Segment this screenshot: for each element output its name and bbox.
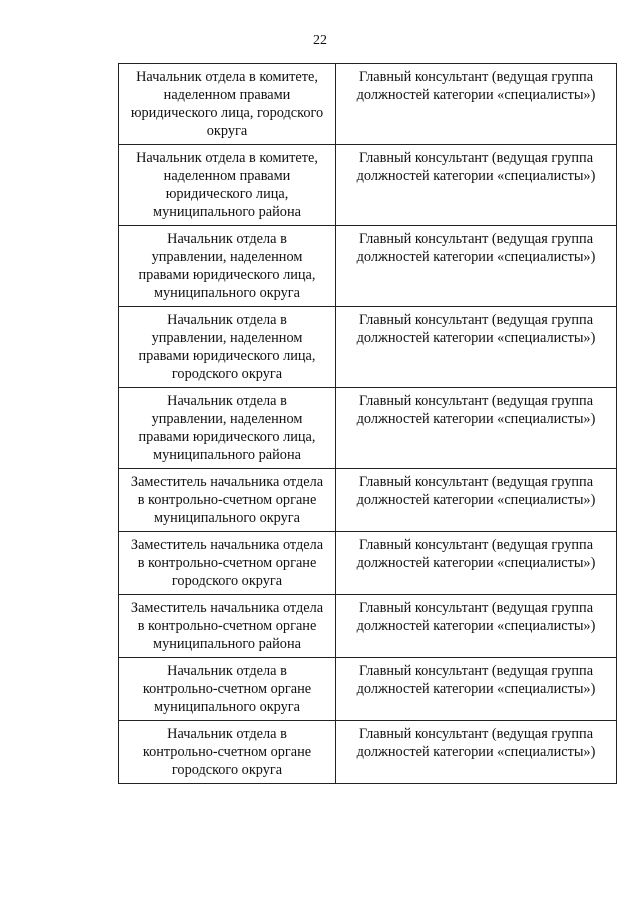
equivalent-position-cell: Главный консультант (ведущая группа должностей категории «специалисты») [336, 721, 617, 784]
table-row [119, 595, 617, 658]
table-row [119, 469, 617, 532]
table-row [119, 307, 617, 388]
equivalent-position-cell: Главный консультант (ведущая группа должностей категории «специалисты») [336, 595, 617, 658]
table-row [119, 388, 617, 469]
equivalent-position-cell: Главный консультант (ведущая группа должностей категории «специалисты») [336, 307, 617, 388]
table-row [119, 532, 617, 595]
equivalent-position-cell: Главный консультант (ведущая группа должностей категории «специалисты») [336, 469, 617, 532]
equivalent-position-cell: Главный консультант (ведущая группа должностей категории «специалисты») [336, 145, 617, 226]
position-cell: Начальник отдела в контрольно-счетном органе муниципального округа [119, 658, 336, 721]
position-cell: Начальник отдела в управлении, наделенном правами юридического лица, городского округа [119, 307, 336, 388]
equivalent-position-cell: Главный консультант (ведущая группа должностей категории «специалисты») [336, 658, 617, 721]
table-row [119, 721, 617, 784]
equivalent-position-cell: Главный консультант (ведущая группа должностей категории «специалисты») [336, 64, 617, 145]
equivalent-position-cell: Главный консультант (ведущая группа должностей категории «специалисты») [336, 226, 617, 307]
position-cell: Начальник отдела в контрольно-счетном органе городского округа [119, 721, 336, 784]
page-number: 22 [313, 33, 327, 48]
equivalent-position-cell: Главный консультант (ведущая группа должностей категории «специалисты») [336, 532, 617, 595]
position-cell: Начальник отдела в комитете, наделенном правами юридического лица, муниципального района [119, 145, 336, 226]
position-cell: Заместитель начальника отдела в контрольно-счетном органе муниципального района [119, 595, 336, 658]
table-row [119, 145, 617, 226]
position-cell: Начальник отдела в комитете, наделенном правами юридического лица, городского округа [119, 64, 336, 145]
positions-table [118, 63, 617, 784]
position-cell: Заместитель начальника отдела в контрольно-счетном органе муниципального округа [119, 469, 336, 532]
position-cell: Начальник отдела в управлении, наделенном правами юридического лица, муниципального района [119, 388, 336, 469]
equivalent-position-cell: Главный консультант (ведущая группа должностей категории «специалисты») [336, 388, 617, 469]
positions-table-body [119, 64, 617, 784]
position-cell: Начальник отдела в управлении, наделенном правами юридического лица, муниципального округа [119, 226, 336, 307]
table-row [119, 226, 617, 307]
table-row [119, 64, 617, 145]
table-row [119, 658, 617, 721]
position-cell: Заместитель начальника отдела в контрольно-счетном органе городского округа [119, 532, 336, 595]
